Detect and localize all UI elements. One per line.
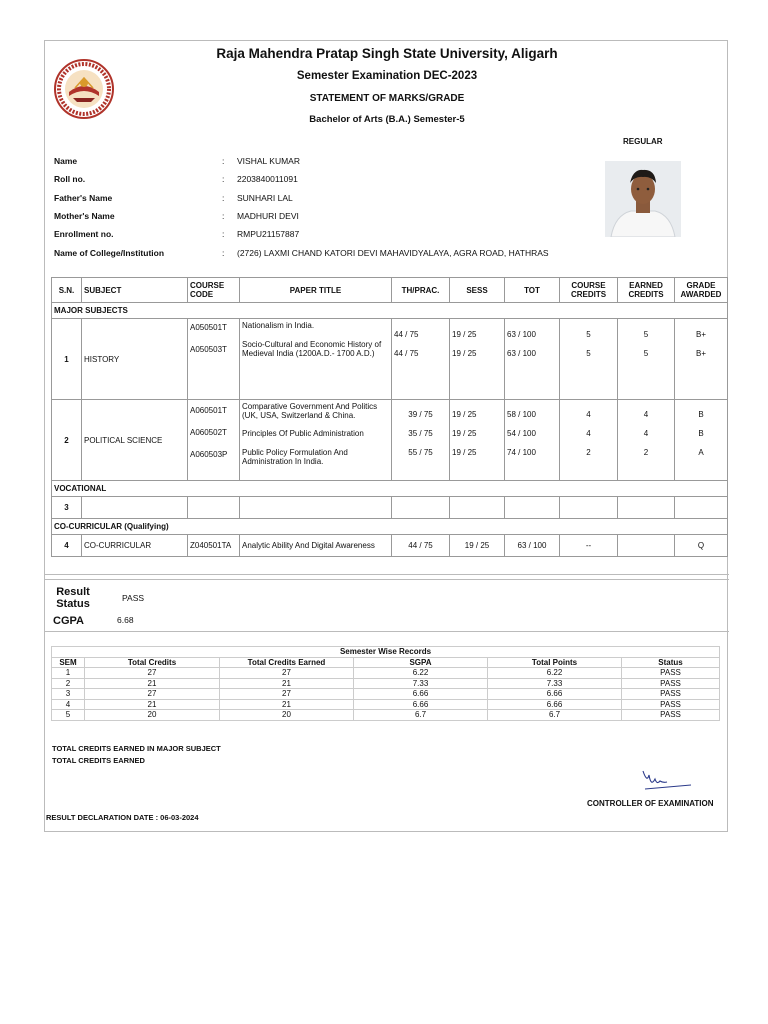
row-subject: POLITICAL SCIENCE — [82, 400, 188, 481]
tot-marks: 63 / 100 — [507, 330, 536, 339]
cell: 21 — [85, 699, 220, 710]
paper-title: Principles Of Public Administration — [242, 429, 364, 438]
col-sem: SEM — [52, 657, 85, 668]
controller-title: CONTROLLER OF EXAMINATION — [587, 799, 714, 808]
earned-credits: 5 — [643, 330, 649, 339]
cell: 6.22 — [354, 668, 488, 679]
result-status-label: Result Status — [56, 586, 90, 610]
sess-marks: 19 / 25 — [452, 410, 477, 419]
divider — [45, 579, 729, 580]
course-credits: 4 — [586, 410, 591, 419]
grade-awarded: B+ — [695, 349, 706, 358]
sess-marks: 19 / 25 — [450, 535, 505, 557]
info-value: VISHAL KUMAR — [237, 156, 300, 166]
col-total-points: Total Points — [488, 657, 622, 668]
tot-marks: 58 / 100 — [507, 410, 536, 419]
info-value: MADHURI DEVI — [237, 211, 299, 221]
row-subject: HISTORY — [82, 319, 188, 400]
declaration-date: RESULT DECLARATION DATE : 06-03-2024 — [46, 813, 199, 822]
row-sn: 4 — [52, 535, 82, 557]
header-subject: SUBJECT — [82, 278, 188, 303]
cell: 6.66 — [488, 699, 622, 710]
cell: 7.33 — [488, 678, 622, 689]
cell: 5 — [52, 710, 85, 721]
table-row-history — [52, 319, 728, 400]
grade-awarded: B+ — [695, 330, 706, 339]
course-code: A050503T — [190, 345, 227, 354]
cell: PASS — [622, 668, 720, 679]
university-logo-icon — [53, 58, 115, 120]
cell: 1 — [52, 668, 85, 679]
info-colon: : — [222, 193, 225, 203]
paper-title: Public Policy Formulation And Administration In India. — [242, 448, 348, 466]
info-value: SUNHARI LAL — [237, 193, 293, 203]
grade-awarded: B — [698, 410, 704, 419]
cell: 6.7 — [488, 710, 622, 721]
cell: PASS — [622, 699, 720, 710]
header-paper-title: PAPER TITLE — [240, 278, 392, 303]
table-header-row — [52, 278, 728, 303]
col-total-credits: Total Credits — [85, 657, 220, 668]
controller-signature-icon — [641, 765, 693, 795]
semester-header-row — [52, 657, 720, 668]
cell: PASS — [622, 678, 720, 689]
table-row-cocurricular — [52, 535, 728, 557]
student-photo — [605, 161, 681, 237]
paper-title: Analytic Ability And Digital Awareness — [240, 535, 392, 557]
paper-title: Comparative Government And Politics (UK, USA, Switzerland & China. — [242, 402, 378, 420]
th-marks: 44 / 75 — [394, 330, 419, 339]
header-sess: SESS — [450, 278, 505, 303]
sess-marks: 19 / 25 — [452, 349, 477, 358]
cell: 4 — [52, 699, 85, 710]
tot-marks: 63 / 100 — [505, 535, 560, 557]
course-credits: 4 — [586, 429, 591, 438]
semester-records-table — [51, 646, 720, 721]
divider — [45, 574, 729, 575]
sess-marks: 19 / 25 — [452, 429, 477, 438]
header-course-credits: COURSE CREDITS — [560, 278, 618, 303]
course-code: A060501T — [190, 406, 227, 415]
table-row-vocational — [52, 497, 728, 519]
cell: 27 — [85, 668, 220, 679]
header-course-code: COURSE CODE — [188, 278, 240, 303]
tot-marks: 54 / 100 — [507, 429, 536, 438]
th-marks: 44 / 75 — [392, 535, 450, 557]
course-code: A060502T — [190, 428, 227, 437]
table-row — [52, 699, 720, 710]
grade-awarded: B — [698, 429, 704, 438]
cell: 6.7 — [354, 710, 488, 721]
th-marks: 44 / 75 — [394, 349, 419, 358]
info-value: RMPU21157887 — [237, 229, 300, 239]
info-label: Enrollment no. — [54, 229, 114, 239]
info-colon: : — [222, 156, 225, 166]
cgpa-value: 6.68 — [117, 615, 134, 625]
paper-title: Socio-Cultural and Economic History of Medieval India (1200A.D.- 1700 A.D.) — [242, 340, 382, 358]
course-code: Z040501TA — [188, 535, 240, 557]
cell: 20 — [220, 710, 354, 721]
divider — [45, 631, 729, 632]
cell: 6.66 — [354, 699, 488, 710]
cell: 7.33 — [354, 678, 488, 689]
cgpa-label: CGPA — [53, 615, 84, 627]
info-colon: : — [222, 248, 225, 258]
row-sn: 3 — [52, 497, 82, 519]
course-code: A050501T — [190, 323, 227, 332]
tot-marks: 63 / 100 — [507, 349, 536, 358]
cell: 21 — [220, 699, 354, 710]
course-credits: 5 — [586, 349, 591, 358]
cell: PASS — [622, 710, 720, 721]
cell: 27 — [220, 689, 354, 700]
course-credits: -- — [560, 535, 618, 557]
section-cocurricular: CO-CURRICULAR (Qualifying) — [52, 519, 728, 535]
statement-title: STATEMENT OF MARKS/GRADE — [309, 93, 465, 104]
cell: 3 — [52, 689, 85, 700]
info-label: Name of College/Institution — [54, 248, 165, 258]
major-credits-label: TOTAL CREDITS EARNED IN MAJOR SUBJECT — [52, 744, 221, 753]
info-colon: : — [222, 211, 225, 221]
table-row — [52, 689, 720, 700]
th-marks: 35 / 75 — [408, 429, 433, 438]
grade-awarded: Q — [675, 535, 728, 557]
table-row — [52, 710, 720, 721]
grade-awarded: A — [698, 448, 704, 457]
section-major: MAJOR SUBJECTS — [52, 303, 728, 319]
info-label: Father's Name — [54, 193, 113, 203]
cell: 27 — [85, 689, 220, 700]
semester-records-title: Semester Wise Records — [52, 647, 720, 658]
header-tot: TOT — [505, 278, 560, 303]
th-marks: 55 / 75 — [408, 448, 433, 457]
cell: 6.66 — [354, 689, 488, 700]
cell: 6.22 — [488, 668, 622, 679]
cell: 2 — [52, 678, 85, 689]
marksheet — [44, 40, 728, 832]
result-status-value: PASS — [122, 593, 145, 603]
row-sn: 1 — [52, 319, 82, 400]
header-sn: S.N. — [52, 278, 82, 303]
cell: 21 — [220, 678, 354, 689]
section-vocational: VOCATIONAL — [52, 481, 728, 497]
header-earned-credits: EARNED CREDITS — [618, 278, 675, 303]
row-sn: 2 — [52, 400, 82, 481]
sess-marks: 19 / 25 — [452, 448, 477, 457]
course-credits: 2 — [586, 448, 591, 457]
table-row-political-science — [52, 400, 728, 481]
info-label: Name — [54, 156, 78, 166]
cell: 21 — [85, 678, 220, 689]
cell: 27 — [220, 668, 354, 679]
info-colon: : — [222, 174, 225, 184]
info-label: Mother's Name — [54, 211, 115, 221]
th-marks: 39 / 75 — [408, 410, 433, 419]
row-subject: CO-CURRICULAR — [82, 535, 188, 557]
tot-marks: 74 / 100 — [507, 448, 536, 457]
table-row — [52, 668, 720, 679]
cell: 20 — [85, 710, 220, 721]
sess-marks: 19 / 25 — [452, 330, 477, 339]
info-label: Roll no. — [54, 174, 86, 184]
cell: 6.66 — [488, 689, 622, 700]
info-value: 2203840011091 — [237, 174, 298, 184]
cell: PASS — [622, 689, 720, 700]
earned-credits: 4 — [643, 429, 649, 438]
earned-credits — [618, 535, 675, 557]
col-total-credits-earned: Total Credits Earned — [220, 657, 354, 668]
info-colon: : — [222, 229, 225, 239]
course-code: A060503P — [190, 450, 228, 459]
paper-title: Nationalism in India. — [242, 321, 315, 330]
regular-tag: REGULAR — [623, 137, 663, 146]
header-grade-awarded: GRADE AWARDED — [675, 278, 728, 303]
earned-credits: 4 — [643, 410, 649, 419]
col-status: Status — [622, 657, 720, 668]
exam-title: Semester Examination DEC-2023 — [296, 70, 478, 82]
total-credits-label: TOTAL CREDITS EARNED — [52, 756, 145, 765]
table-row — [52, 678, 720, 689]
course-credits: 5 — [586, 330, 591, 339]
info-value: (2726) LAXMI CHAND KATORI DEVI MAHAVIDYALAYA, AGRA ROAD, HATHRAS — [237, 248, 549, 258]
col-sgpa: SGPA — [354, 657, 488, 668]
header-th-prac: TH/PRAC. — [392, 278, 450, 303]
earned-credits: 2 — [643, 448, 649, 457]
university-name: Raja Mahendra Pratap Singh State University, Aligarh — [216, 46, 558, 61]
course-title: Bachelor of Arts (B.A.) Semester-5 — [309, 114, 465, 125]
marks-table — [51, 277, 728, 557]
earned-credits: 5 — [643, 349, 649, 358]
